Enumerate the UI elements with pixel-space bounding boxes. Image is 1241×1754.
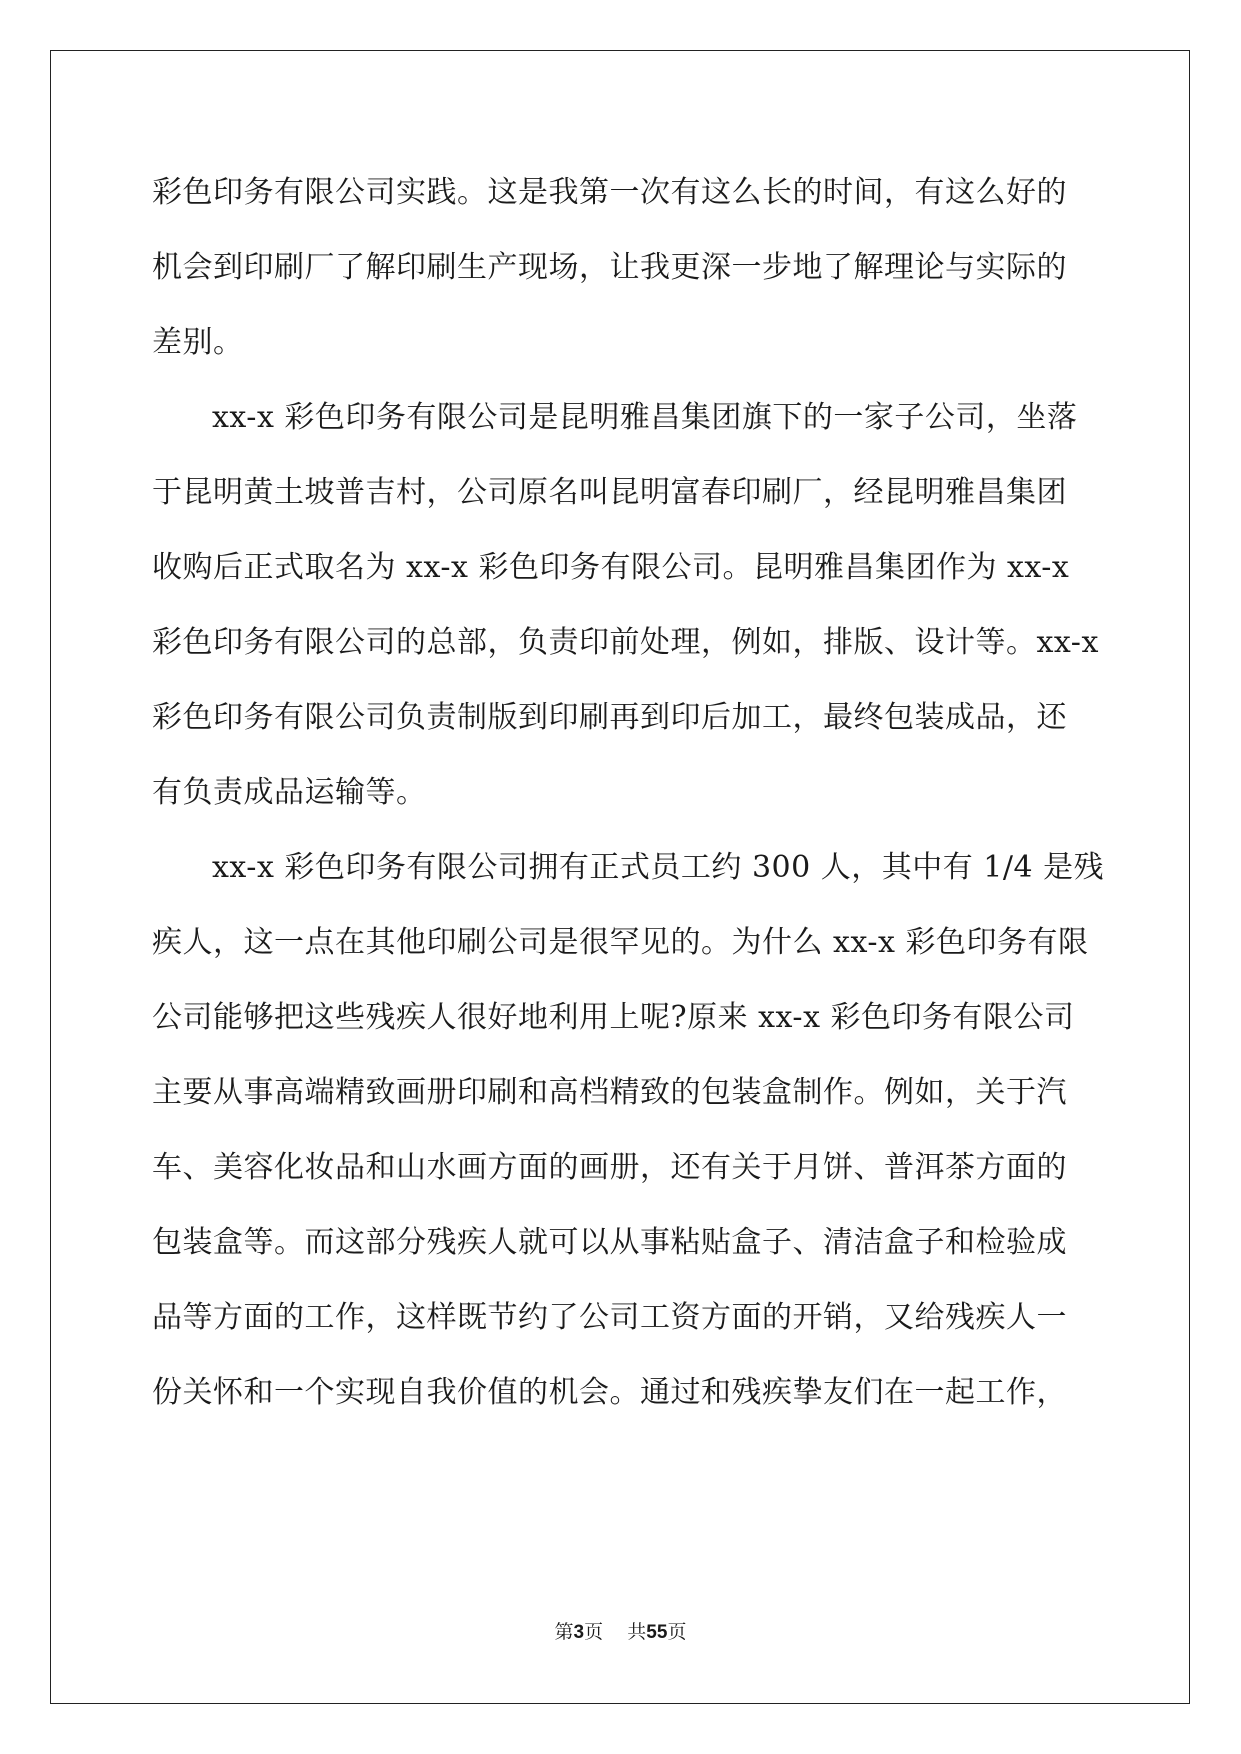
text-line: 主要从事高端精致画册印刷和高档精致的包装盒制作。例如，关于汽 bbox=[152, 1075, 1067, 1110]
page-number-footer bbox=[0, 1617, 1241, 1644]
text-line: 品等方面的工作，这样既节约了公司工资方面的开销，又给残疾人一 bbox=[152, 1300, 1067, 1335]
text-line: 机会到印刷厂了解印刷生产现场，让我更深一步地了解理论与实际的 bbox=[152, 250, 1067, 285]
document-body bbox=[152, 155, 1105, 1430]
paragraph-start-line: xx-x 彩色印务有限公司拥有正式员工约 300 人，其中有 1/4 是残 bbox=[212, 850, 1105, 885]
text-line: 车、美容化妆品和山水画方面的画册，还有关于月饼、普洱茶方面的 bbox=[152, 1150, 1067, 1185]
text-line: 有负责成品运输等。 bbox=[152, 775, 427, 810]
text-line: 彩色印务有限公司实践。这是我第一次有这么长的时间，有这么好的 bbox=[152, 175, 1067, 210]
text-line: 差别。 bbox=[152, 325, 244, 360]
text-line: 包装盒等。而这部分残疾人就可以从事粘贴盒子、清洁盒子和检验成 bbox=[152, 1225, 1067, 1260]
page-suffix: 页 bbox=[667, 1621, 687, 1643]
text-line: 于昆明黄土坡普吉村，公司原名叫昆明富春印刷厂，经昆明雅昌集团 bbox=[152, 475, 1067, 510]
paragraph-start-line: xx-x 彩色印务有限公司是昆明雅昌集团旗下的一家子公司，坐落 bbox=[212, 400, 1078, 435]
page-current: 3 bbox=[573, 1622, 585, 1643]
text-line: 份关怀和一个实现自我价值的机会。通过和残疾挚友们在一起工作， bbox=[152, 1375, 1067, 1410]
page-prefix: 第 bbox=[554, 1621, 574, 1643]
text-line: 疾人，这一点在其他印刷公司是很罕见的。为什么 xx-x 彩色印务有限 bbox=[152, 925, 1089, 960]
text-line: 公司能够把这些残疾人很好地利用上呢?原来 xx-x 彩色印务有限公司 bbox=[152, 1000, 1075, 1035]
text-line: 彩色印务有限公司的总部，负责印前处理，例如，排版、设计等。xx-x bbox=[152, 625, 1099, 660]
page-mid: 页 共 bbox=[584, 1621, 647, 1643]
text-line: 收购后正式取名为 xx-x 彩色印务有限公司。昆明雅昌集团作为 xx-x bbox=[152, 550, 1070, 585]
page-total: 55 bbox=[646, 1622, 668, 1643]
text-line: 彩色印务有限公司负责制版到印刷再到印后加工，最终包装成品，还 bbox=[152, 700, 1067, 735]
